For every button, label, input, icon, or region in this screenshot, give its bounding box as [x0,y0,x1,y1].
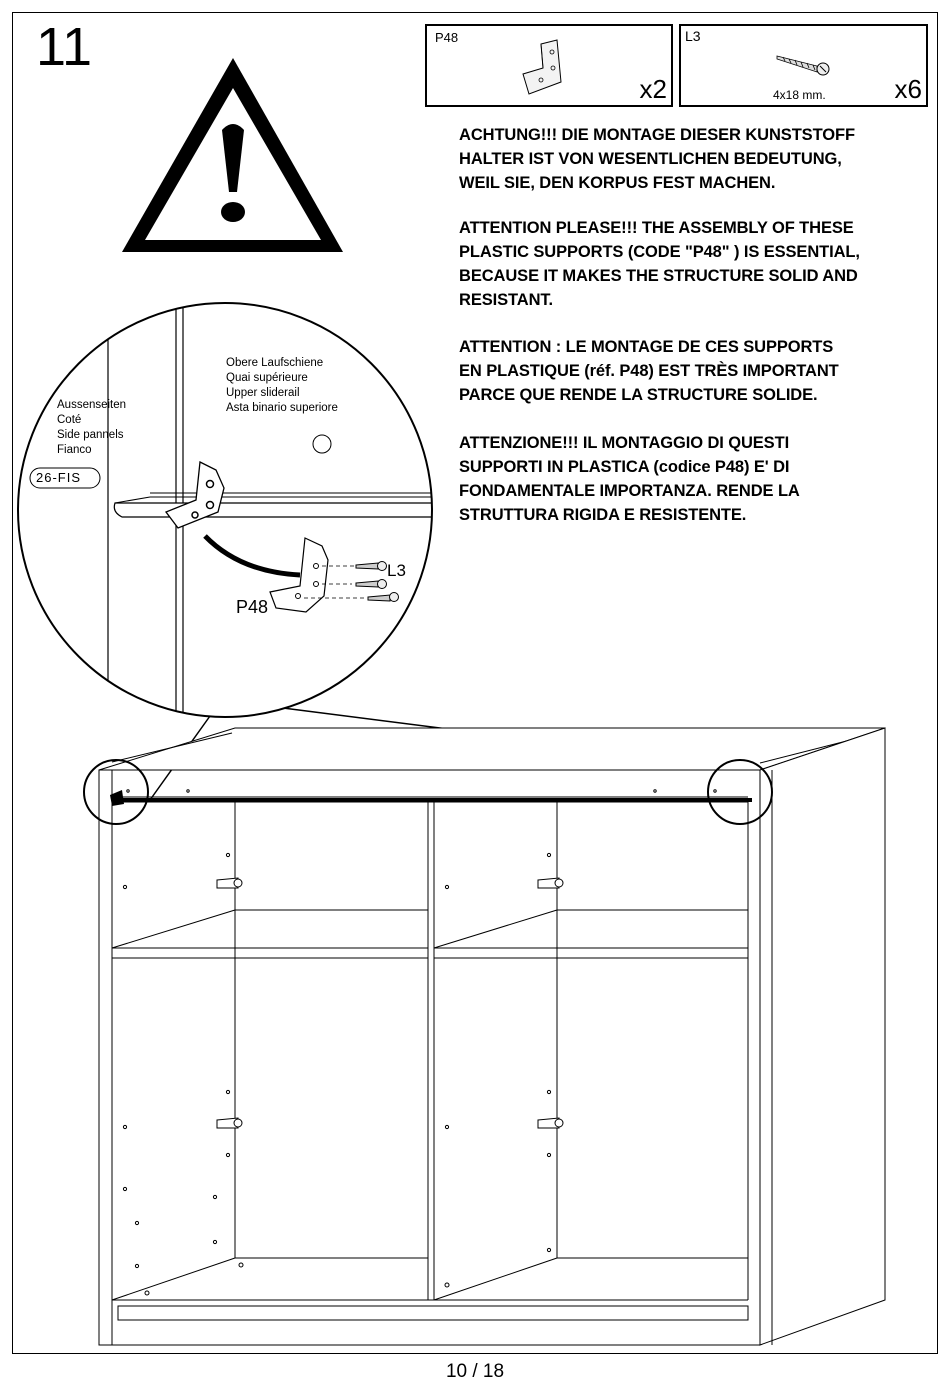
part-code: L3 [685,28,701,44]
warning-text-en: ATTENTION PLEASE!!! THE ASSEMBLY OF THESE PLASTIC SUPPORTS (CODE "P48" ) IS ESSENTIAL, BECAUSE IT MAKES THE STRUCTURE SOLID AND RESISTANT. [459,219,860,309]
ref-code: 26-FIS [36,470,82,485]
bracket-label: P48 [236,597,269,617]
fitting-holes [123,790,716,1295]
page-number: 10 / 18 [445,1361,505,1382]
side-panel-label: Aussenseiten Coté Side pannels Fianco [57,399,127,456]
wardrobe [99,728,885,1345]
warning-text-it: ATTENZIONE!!! IL MONTAGGIO DI QUESTI SUPPORTI IN PLASTICA (codice P48) E' DI FONDAMENTALE IMPORTANZA. RENDE LA STRUTTURA RIGIDA E RESISTENTE. [459,434,800,524]
step-number: 11 [36,17,93,77]
upper-rail-label: Obere Laufschiene Quai supérieure Upper sliderail Asta binario superiore [226,357,338,414]
part-quantity: x6 [894,74,922,104]
warning-text-de: ACHTUNG!!! DIE MONTAGE DIESER KUNSTSTOFF HALTER IST VON WESENTLICHEN BEDEUTUNG, WEIL SIE, DEN KORPUS FEST MACHEN. [459,126,855,192]
warning-text-fr: ATTENTION : LE MONTAGE DE CES SUPPORTS EN PLASTIQUE (réf. P48) EST TRÈS IMPORTANT PARCE QUE RENDE LA STRUCTURE SOLIDE. [459,338,839,404]
cam-lock-fittings [217,878,563,1128]
part-quantity: x2 [639,74,667,104]
detail-view [0,290,450,730]
part-size: 4x18 mm. [773,88,826,102]
screw-label: L3 [387,561,406,580]
part-code: P48 [435,30,459,45]
